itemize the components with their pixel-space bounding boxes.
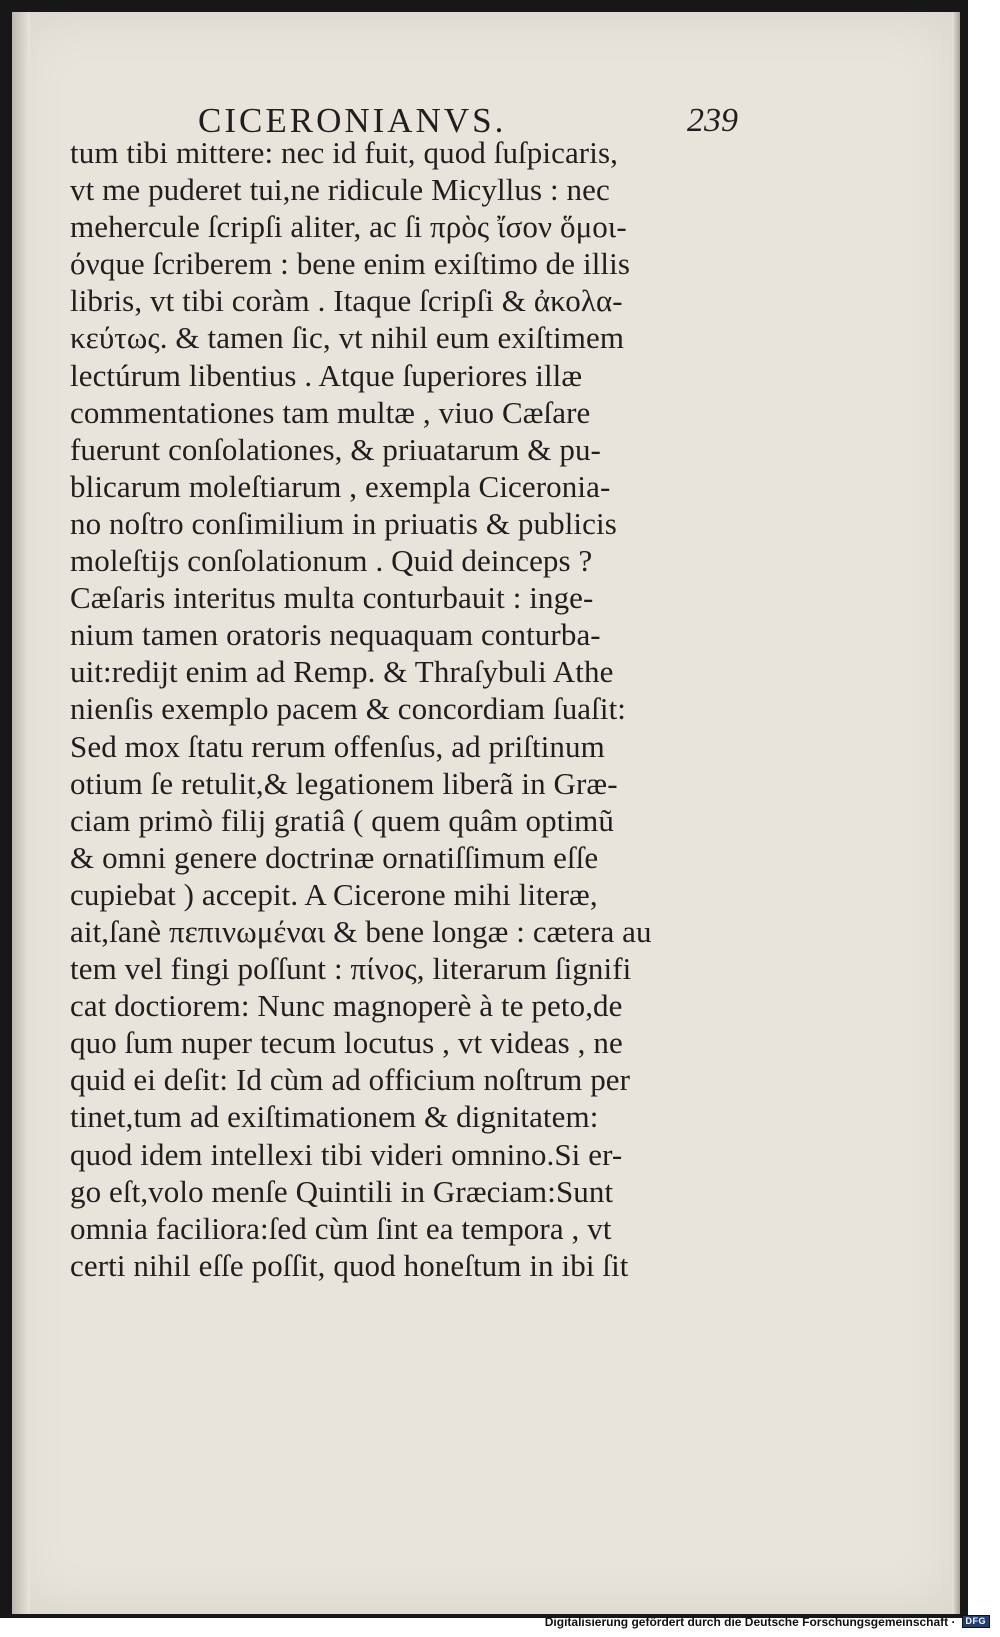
text-line: mehercule ſcripſi aliter, ac ſi πρὸς ἴσον ὅμοι- <box>70 209 627 245</box>
text-line: moleſtijs conſolationum . Quid deinceps ? <box>70 543 593 579</box>
text-line: όνque ſcriberem : bene enim exiſtimo de illis <box>70 246 631 282</box>
text-line: go eſt,volo menſe Quintili in Græciam:Sunt <box>70 1173 614 1209</box>
text-line: nium tamen oratoris nequaquam conturba- <box>70 617 601 653</box>
running-head: CICERONIANVS. <box>198 101 507 140</box>
body-text <box>70 134 730 1309</box>
text-line: uit:redijt enim ad Remp. & Thraſybuli Athe <box>70 654 614 690</box>
text-line: ait,ſanè πεπινωμέναι & bene longæ : cætera au <box>70 913 652 949</box>
text-line: & omni genere doctrinæ ornatiſſimum eſſe <box>70 839 599 875</box>
text-line: fuerunt conſolationes, & priuatarum & pu- <box>70 431 601 467</box>
text-line: ciam primò filij gratiâ ( quem quâm optimũ <box>70 802 614 838</box>
text-line: libris, vt tibi coràm . Itaque ſcripſi & ἀκολα- <box>70 283 623 319</box>
text-line: cat doctiorem: Nunc magnoperè à te peto,de <box>70 988 623 1024</box>
text-line: vt me puderet tui,ne ridicule Micyllus : nec <box>70 172 610 208</box>
text-line: otium ſe retulit,& legationem liberã in Græ- <box>70 765 618 801</box>
text-line: lectúrum libentius . Atque ſuperiores illæ <box>70 357 583 393</box>
page-header <box>198 78 738 138</box>
text-line: no noſtro conſimilium in priuatis & publicis <box>70 505 617 541</box>
text-line: Cæſaris interitus multa conturbauit : inge- <box>70 580 594 616</box>
text-line: nienſis exemplo pacem & concordiam ſuaſit: <box>70 691 627 727</box>
text-line: blicarum moleſtiarum , exempla Ciceronia- <box>70 468 611 504</box>
text-line: omnia faciliora:ſed cùm ſint ea tempora , vt <box>70 1210 612 1246</box>
text-line: κεύτως. & tamen ſic, vt nihil eum exiſtimem <box>70 320 625 356</box>
text-line: Sed mox ſtatu rerum offenſus, ad priſtinum <box>70 728 605 764</box>
text-line: certi nihil eſſe poſſit, quod honeſtum in ibi ſit <box>70 1247 629 1283</box>
page-edge-shadow <box>952 12 960 1614</box>
text-line: tum tibi mittere: nec id fuit, quod ſuſpicaris, <box>70 135 618 170</box>
text-line: tinet,tum ad exiſtimationem & dignitatem: <box>70 1099 599 1135</box>
text-line: commentationes tam multæ , viuo Cæſare <box>70 394 591 430</box>
page-number: 239 <box>687 102 738 139</box>
text-line: quo ſum nuper tecum locutus , vt videas , ne <box>70 1025 623 1061</box>
text-line: tem vel fingi poſſunt : πίνος, literarum ſignifi <box>70 951 632 987</box>
text-line: quod idem intellexi tibi videri omnino.Si er- <box>70 1136 623 1172</box>
text-line: cupiebat ) accepit. A Cicerone mihi literæ, <box>70 876 598 912</box>
page-gutter-shadow <box>12 12 30 1614</box>
digitization-credit <box>545 1615 990 1628</box>
dfg-logo: DFG <box>962 1615 991 1628</box>
text-line: quid ei deſit: Id cùm ad officium noſtrum per <box>70 1062 631 1098</box>
credit-text: Digitalisierung gefördert durch die Deutsche Forschungsgemeinschaft · <box>544 1614 956 1629</box>
